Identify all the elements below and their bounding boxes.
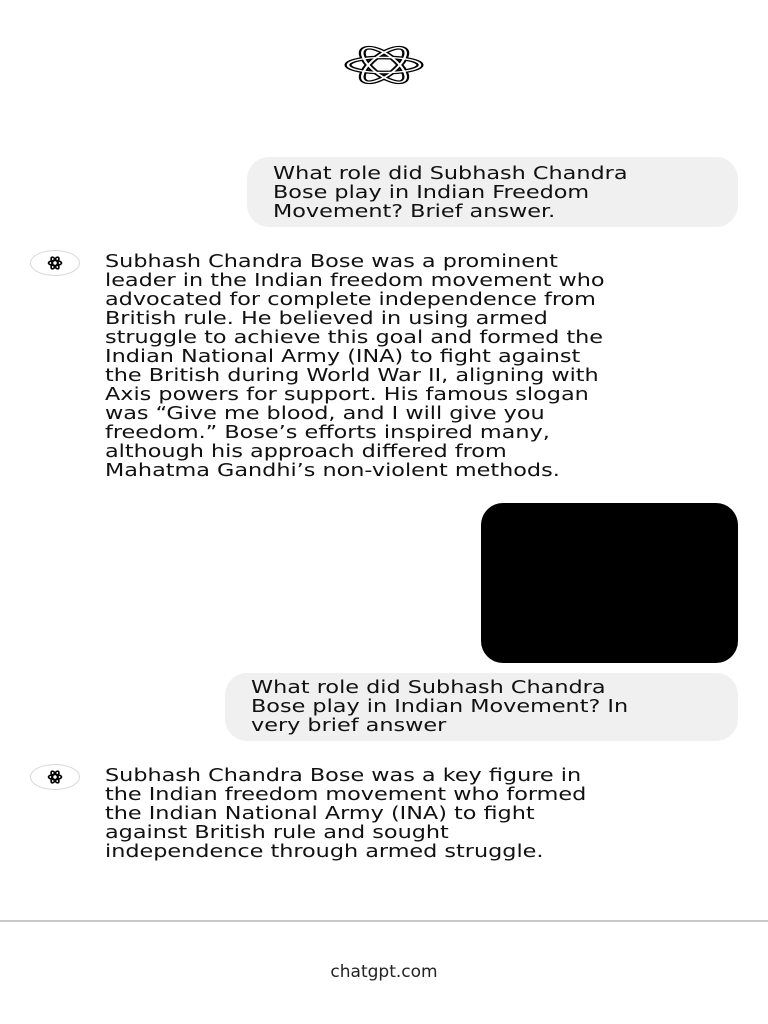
footer-divider <box>0 920 768 922</box>
text-line: against British rule and sought <box>105 822 449 843</box>
user-message-text <box>273 164 628 221</box>
text-line: British rule. He believed in using armed <box>105 308 548 329</box>
text-line: freedom.” Bose’s efforts inspired many, <box>105 422 550 443</box>
text-line: Indian National Army (INA) to fight against <box>105 346 581 367</box>
assistant-avatar <box>30 764 80 790</box>
text-line: What role did Subhash Chandra <box>251 677 606 698</box>
text-line: Subhash Chandra Bose was a prominent <box>105 251 558 272</box>
footer-domain[interactable]: chatgpt.com <box>330 962 438 982</box>
text-line: What role did Subhash Chandra <box>273 163 628 184</box>
assistant-avatar <box>30 250 80 276</box>
text-line: advocated for complete independence from <box>105 289 596 310</box>
assistant-message-text <box>105 252 605 480</box>
openai-logo-icon <box>44 768 66 786</box>
text-line: struggle to achieve this goal and formed the <box>105 327 604 348</box>
openai-logo-icon <box>44 254 66 272</box>
text-line: Mahatma Gandhi’s non-violent methods. <box>105 460 560 481</box>
openai-logo-icon <box>334 38 434 92</box>
text-line: independence through armed struggle. <box>105 841 544 862</box>
assistant-message-text <box>105 766 586 861</box>
text-line: leader in the Indian freedom movement who <box>105 270 605 291</box>
user-message-text <box>251 678 628 735</box>
text-line: Bose play in Indian Movement? In <box>251 696 629 717</box>
text-line: Bose play in Indian Freedom <box>273 182 590 203</box>
user-attached-image[interactable] <box>481 503 738 663</box>
text-line: Axis powers for support. His famous slogan <box>105 384 589 405</box>
text-line: Subhash Chandra Bose was a key figure in <box>105 765 582 786</box>
text-line: the Indian National Army (INA) to fight <box>105 803 535 824</box>
text-line: the Indian freedom movement who formed <box>105 784 587 805</box>
text-line: the British during World War II, aligning with <box>105 365 599 386</box>
text-line: was “Give me blood, and I will give you <box>105 403 545 424</box>
text-line: although his approach differed from <box>105 441 507 462</box>
text-line: Movement? Brief answer. <box>273 201 556 222</box>
text-line: very brief answer <box>251 715 447 736</box>
